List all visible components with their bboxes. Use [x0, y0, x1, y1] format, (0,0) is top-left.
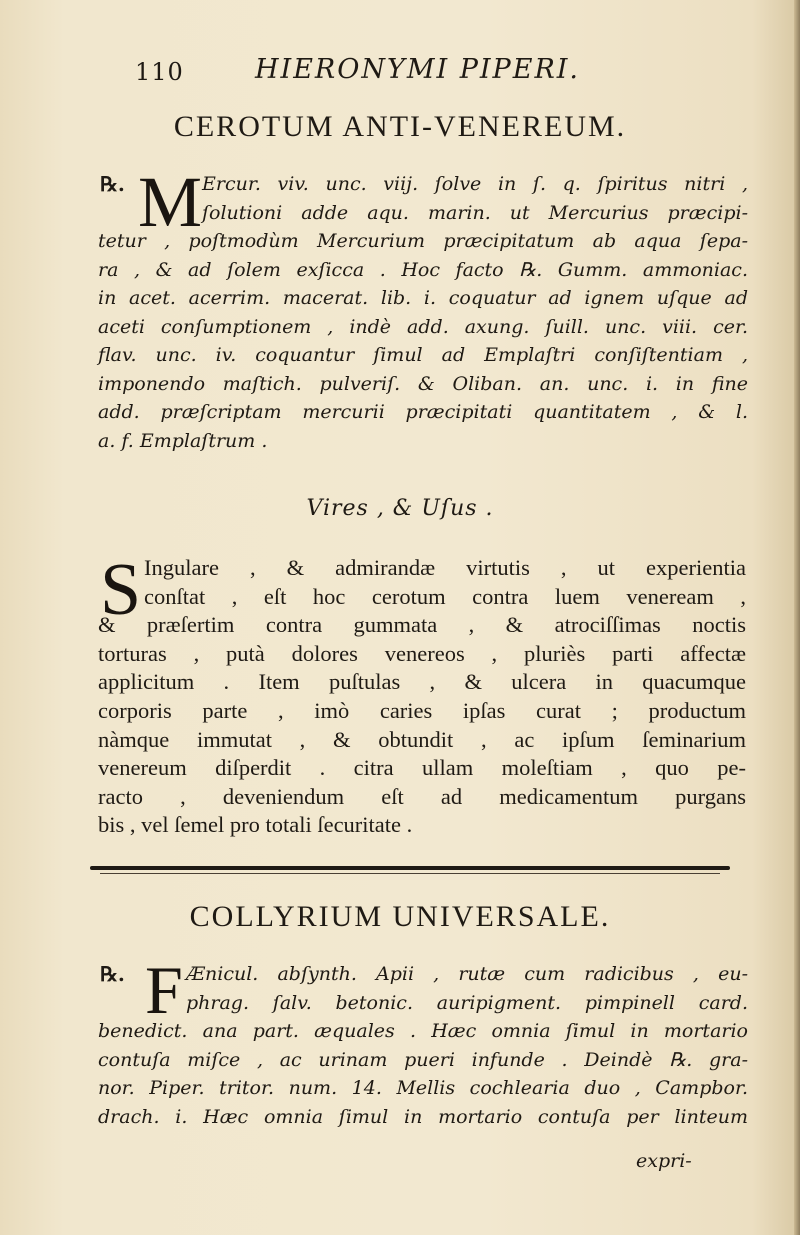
section-divider: [90, 866, 730, 870]
page-edge: [794, 0, 800, 1235]
body-line: nàmque immutat , & obtundit , ac ipſum ſeminarium: [98, 726, 746, 752]
recipe-text-cerotum: [98, 170, 748, 455]
recipe-line: Ercur. viv. unc. viij. ſolve in ſ. q. ſpiritus nitri ,: [202, 173, 748, 195]
recipe-line: imponendo maſtich. pulveriſ. & Oliban. an. unc. i. in fine: [98, 372, 748, 395]
body-line: & præſertim contra gummata , & atrociſſimas noctis: [98, 612, 746, 638]
body-line: applicitum . Item puſtulas , & ulcera in quacumque: [98, 669, 746, 695]
recipe-symbol: ℞.: [100, 172, 125, 196]
body-line: conſtat , eſt hoc cerotum contra luem veneream ,: [144, 583, 746, 609]
recipe-line: a. f. Emplaſtrum .: [98, 429, 268, 452]
drop-cap-m: M: [138, 162, 203, 242]
recipe-symbol: ℞.: [100, 962, 125, 986]
recipe-line: ſolutioni adde aqu. marin. ut Mercurius præcipi-: [202, 201, 748, 224]
recipe-line: drach. i. Hæc omnia ſimul in mortario contuſa per linteum: [98, 1105, 748, 1128]
body-line: racto , deveniendum eſt ad medicamentum purgans: [98, 783, 746, 809]
body-line: torturas , putà dolores venereos , pluriès parti affectæ: [98, 640, 746, 666]
body-line: venereum diſperdit . citra ullam moleſtiam , quo pe-: [98, 755, 746, 781]
section-divider-thin: [100, 873, 720, 874]
recipe-line: add. præſcriptam mercurii præcipitati quantitatem , & l.: [98, 401, 748, 423]
body-line: corporis parte , imò caries ipſas curat ; productum: [98, 697, 746, 723]
section-title-cerotum: CEROTUM ANTI-VENEREUM.: [173, 110, 627, 143]
recipe-line: contuſa miſce , ac urinam pueri infunde . Deindè ℞. gra-: [98, 1048, 748, 1071]
section-title-collyrium: COLLYRIUM UNIVERSALE.: [189, 900, 611, 933]
recipe-line: flav. unc. iv. coquantur ſimul ad Emplaſtri conſiſtentiam ,: [98, 344, 748, 366]
drop-cap-s: S: [100, 549, 142, 631]
recipe-line: Ænicul. abſynth. Apii , rutæ cum radicibus , eu-: [186, 963, 748, 985]
recipe-line: nor. Piper. tritor. num. 14. Mellis cochlearia duo , Campbor.: [98, 1077, 748, 1099]
recipe-line: benedict. ana part. æquales . Hæc omnia ſimul in mortario: [98, 1020, 748, 1042]
recipe-line: phrag. ſalv. betonic. auripigment. pimpinell card.: [186, 991, 748, 1014]
subheading-vires-usus: Vires , & Uſus .: [306, 496, 494, 521]
body-text-vires: [98, 549, 746, 840]
recipe-line: ra , & ad ſolem exſicca . Hoc facto ℞. Gumm. ammoniac.: [98, 258, 748, 281]
running-title: HIERONYMI PIPERI.: [255, 54, 581, 85]
catchword: expri-: [636, 1150, 692, 1172]
running-head: [0, 52, 800, 92]
body-line: bis , vel ſemel pro totali ſecuritate .: [98, 812, 413, 838]
recipe-line: tetur , poſtmodùm Mercurium præcipitatum ab aqua ſepa-: [98, 230, 748, 252]
drop-cap-f: F: [145, 952, 183, 1028]
body-line: Ingulare , & admirandæ virtutis , ut experientia: [144, 555, 746, 580]
page-number: 110: [135, 58, 184, 86]
recipe-line: aceti conſumptionem , indè add. axung. ſuill. unc. viii. cer.: [98, 315, 748, 338]
recipe-line: in acet. acerrim. macerat. lib. i. coquatur ad ignem uſque ad: [98, 287, 748, 309]
recipe-text-collyrium: [98, 960, 748, 1131]
